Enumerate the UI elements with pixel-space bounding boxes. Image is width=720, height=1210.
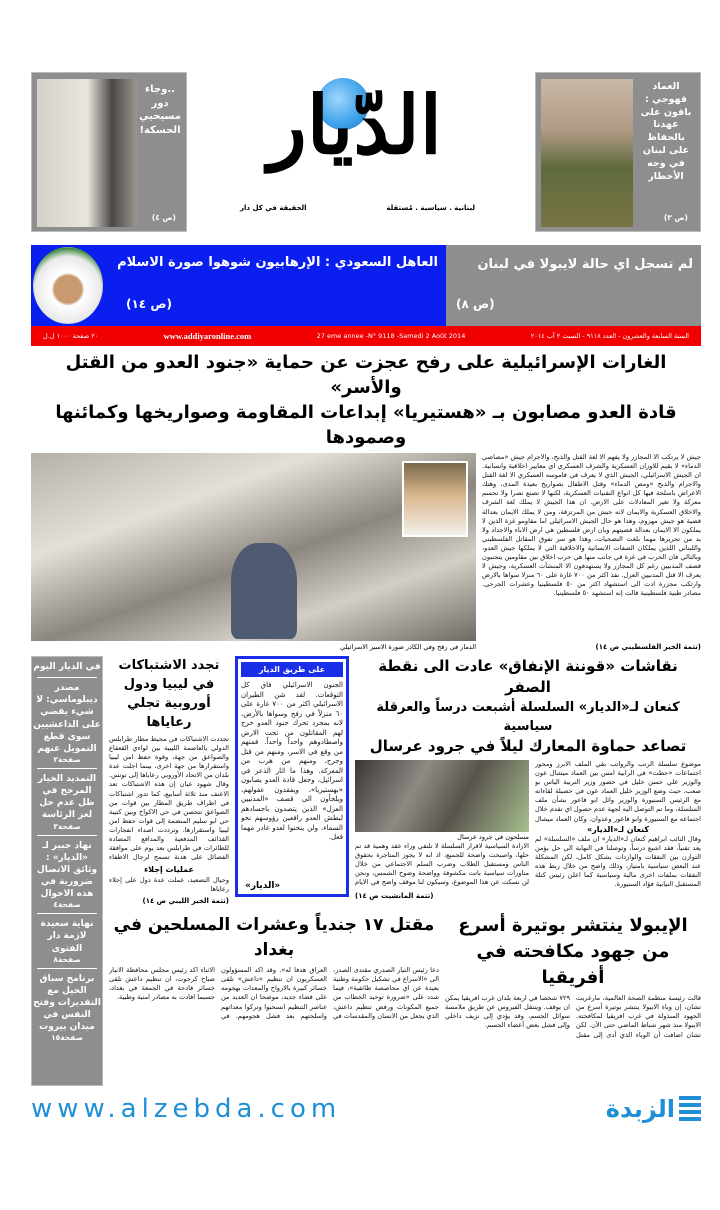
teaser-left-page: (ص ٤) bbox=[151, 213, 176, 222]
saudi-king-photo bbox=[33, 247, 103, 324]
ebola-headline[interactable]: الإيبولا ينتشر بوتيرة أسرع من جهود مكافحته في أفريقيا bbox=[458, 915, 688, 989]
arsal-photo-caption: مسلحون في جرود عرسال bbox=[457, 833, 529, 841]
teaser-left-text: ..وجاء دور مسيحيي الحسكة! bbox=[139, 84, 181, 136]
teaser-right-box[interactable] bbox=[535, 72, 701, 232]
nakashat-article bbox=[355, 656, 701, 900]
masthead-logo bbox=[200, 70, 510, 190]
logo-text: الدّيار bbox=[268, 78, 442, 172]
banner-blue[interactable] bbox=[31, 245, 446, 326]
banner-grey-page: (ص ٨) bbox=[456, 297, 495, 311]
baghdad-article bbox=[109, 913, 439, 1086]
sidebar-today bbox=[31, 656, 103, 1086]
middle-section bbox=[109, 656, 701, 905]
lead-headline-2[interactable]: قادة العدو مصابون بـ «هستيريا» إبداعات المقاومة وصواريخها وكمائنها وصمودها bbox=[55, 402, 677, 448]
lead-continued[interactable]: (تتمة الخبر الفلسطيني ص ١٤) bbox=[595, 643, 701, 651]
column-box-title: على طريق الديار bbox=[241, 662, 343, 677]
nakashat-columns bbox=[355, 760, 701, 890]
info-bar bbox=[31, 326, 701, 346]
nakashat-right-column bbox=[535, 760, 701, 890]
teaser-left-box[interactable] bbox=[31, 72, 187, 232]
ebola-article bbox=[445, 913, 701, 1084]
bottom-section bbox=[109, 913, 701, 1086]
nakashat-headline-2[interactable]: كنعان لـ«الديار» السلسلة أشبعت درساً والعرقلة سياسية bbox=[376, 700, 680, 734]
sidebar-item[interactable]: مصدر ديبلوماسي: لا شيء يقضي على الداعشيين سوى قطع التمويل عنهم صفحة٢ bbox=[33, 683, 101, 764]
libya-subhead: عمليات إجلاء bbox=[144, 865, 194, 874]
menu-lines-icon bbox=[679, 1096, 701, 1122]
nakashat-body-3: الارادة السياسية لاقرار السلسلة لا تلتقي وراء عقد وهمية قد تم حلها، واصبحت واضحة للجميع، اذ انه لا يجوز المتاجرة بحقوق الناس ومستقبل الطلاب وضرب السلم الاجتماعي من خلال مناورات سياسية باتت مكشوفة وواضحة وضوح الشمس، ونحن لن نسكت عن هذا الموضوع، وسيكون لنا موقف واضح في الايام bbox=[355, 842, 529, 887]
column-box bbox=[235, 656, 349, 897]
footer bbox=[31, 1094, 701, 1124]
baghdad-body: دعا رئيس التيار الصدري مقتدى الصدر، الى «الاسراع في تشكيل حكومة وطنية بعيدة عن اي محاصصة طائفية»، فيما شدد على «ضرورة توحيد الخطاب من جميع المكونات ورفض تنظيم داعش، الذي يجعل من الانسان والمقدسات في العراق هدفا له». وقد اكد المسؤولون العسكريون ان تنظيم «داعش» تلقى خسائر كبيرة بالارواح والمعدات بهجومه على قضاء جديد، موضحا ان العديد من عناصر التنظيم انسحبوا وتركوا معداتهم واسلحتهم بعد فشل هجومهم. في الاثناء اكد رئيس مجلس محافظة الانبار صباح كرحوت، ان تنظيم داعش تلقى خسائر فادحة في الجمعة في بغداد، حسبما افادت به مصادر امنية وطبية. bbox=[109, 966, 439, 1020]
lead-caption-row bbox=[31, 643, 701, 651]
israeli-prisoner-inset-photo bbox=[402, 461, 468, 537]
nakashat-subhead: كنعان لـ«الديار» bbox=[586, 825, 650, 834]
nakashat-body-2: وقال النائب ابراهيم كنعان لـ«الديار» ان ملف «السلسلة» لم يعد تقنياً، فقد اشبع درساً، وتوصلنا في النهاية الى حل يؤمن التوازن بين النفقات والواردات بشكل كامل، لكن المشكلة عند البعض سياسية بامتياز، وذلك واضح من خلال ربط هذه النفقات بملفات اخرى مالية وسياسية كما اعلن رئيس كتلة المستقبل النيابية فؤاد السنيورة. bbox=[535, 835, 701, 889]
ebola-body: قالت رئيسة منظمة الصحة العالمية، مارغريت تشان، إن وباء الايبولا ينتشر بوتيرة أسرع من الجهود المبذولة في غرب افريقيا لمكافحته. الايبولا منذ شهر شباط الماضي حتى الآن. لكن تشان اضافت أن الوباء الذي أدى إلى مقتل ٧٢٩ شخصا في اربعة بلدان غرب افريقيا يمكن ان يوقف. وينتقل الفيروس عن طريق ملامسة سوائل الجسم، وقد يؤدي إلى نزيف داخلي وإلى فشل بعض أعضاء الجسم. bbox=[445, 994, 701, 1039]
tagline-right: الحقيقة في كل دار bbox=[240, 204, 307, 212]
teaser-right-page: (ص ٣) bbox=[663, 213, 688, 222]
lower-main bbox=[109, 656, 701, 1086]
price: ٢٠ صفحة ١٠٠٠ ل.ل bbox=[43, 332, 99, 340]
website-link[interactable]: www.addiyaronline.com bbox=[163, 331, 252, 341]
banner-grey-headline: لم تسجل اي حالة لايبولا في لبنان bbox=[477, 257, 693, 272]
alzebda-logo bbox=[606, 1095, 701, 1123]
nakashat-headline-1[interactable]: نقاشات «قوننة الإنفاق» عادت الى نقطة الصفر bbox=[378, 657, 678, 696]
lead-photo-caption: الدمار في رفح وفي الكادر صورة الاسير الاسرائيلي bbox=[340, 643, 476, 651]
banner-blue-page: (ص ١٤) bbox=[126, 297, 172, 311]
nakashat-body: موضوع سلسلة الرتب والرواتب بقي الملف الابرز ومحور اجتماعات «حطت» في الرابية امس بين العماد ميشال عون والوزير علي حسن خليل في حضور وزير التربية الياس بو صعب، حيث وضع الوزير خليل العماد عون في حصيلة لقاءاته مع الرئيس السنيورة والوزير وائل ابو فاعور بشأن ملف السلسلة، وما تم التوصل اليه لجهة عدم حصول اي تقدم خلال اجتماعه مع السنيورة وابو فاعور وعدوان. وكان العماد ميشال bbox=[535, 760, 701, 823]
boy-figure bbox=[231, 543, 297, 639]
nakashat-left-column bbox=[355, 760, 529, 888]
sidebar-item[interactable]: برنامج سباق الخيل مع التقديرات وفتح النفس في ميدان بيروت صفحة١٥ bbox=[33, 973, 101, 1043]
lower-area bbox=[31, 656, 701, 1086]
banner-blue-headline: العاهل السعودي : الإرهابيون شوهوا صورة الاسلام bbox=[117, 255, 438, 270]
sidebar-title: في الديار اليوم bbox=[33, 662, 101, 672]
army-commander-photo bbox=[541, 79, 633, 227]
tagline-left: لبنانية . سياسية . مُستقلة bbox=[386, 204, 475, 212]
sidebar-item[interactable]: التمديد الخيار المرجح في ظل عدم حل لغز الرئاسة صفحة٣ bbox=[37, 773, 97, 831]
libya-article bbox=[109, 656, 229, 905]
libya-headline[interactable]: تجدد الاشتباكات في ليبيا ودول أوروبية تجلي رعاياها bbox=[118, 658, 220, 730]
nakashat-headline-3[interactable]: تصاعد حماوة المعارك ليلاً في جرود عرسال bbox=[369, 737, 687, 755]
nakashat-continued[interactable]: (تتمة المانشيت ص ١٤) bbox=[355, 892, 434, 900]
alzebda-website[interactable]: www.alzebda.com bbox=[31, 1094, 342, 1125]
teaser-right-text: العماد قهوجي : باقون على عهدنا بالحفاظ على لبنان في وجه الأخطار bbox=[640, 81, 692, 182]
issue-arabic: السنة السابعة والعشرون - العدد ٩١١٨ - السبت ٢ آب ٢٠١٤ bbox=[530, 332, 689, 340]
rafah-destruction-photo bbox=[31, 453, 476, 641]
masthead-tagline bbox=[240, 204, 475, 212]
issue-french: 27 eme annee -N° 9118 -Samedi 2 Août 2014 bbox=[316, 332, 466, 340]
column-box-body: الجنون الاسرائيلي فاق كل التوقعات. لقد شن الطيران الاسرائيلي اكثر من ٧٠٠ غارة على ٦٠ منزلاً في رفح وسواها بالأرض، لانه بمجرد تحرك جنود العدو خرج لهم المقاتلون من تحت الارض واصطادوهم واحداً واحداً. فمنهم من وقع في الاسر، ومنهم من قتل وجرح، ومنهم من هرب من المعركة. وهذا ما اثار الذعر في اسرائيل، وجعل قادة العدو يصابون «بهستيريا»، ويفقدون عقولهم، ويلجأون الى قصف «المدنيين العزل» الذين يتصدون باجسادهم لبطش العدو رافعين رؤوسهم نحو السماء، ولن ينحنوا لعدو غادر مهما فعل. bbox=[241, 681, 343, 842]
column-box-signature: «الديار» bbox=[245, 881, 281, 891]
banner-grey[interactable] bbox=[446, 245, 701, 326]
lead-body: جيش لا يرتكب الا المجازر ولا يفهم الا لغة القتل والذبح، والاجرام جيش «مصاصي الدماء» لا يقيم للاوزان العسكرية والشرف العسكري اي معايير اخلاقية وانسانية. ان الجيش الاسرائيلي، الجيش الذي لا يعرف في قاموسه العسكري الا لغة القتل والاجرام والذبح «ومص الدماء» وقتل الاطفال بصواريخ بعيدة المدى، وهتك الاعراض باسلحة فيها كل انواع التقنيات العسكرية، لكنها لا تصنع نصرا ولا تحسم معركة ولا تغير المعادلات على الارض. ان هذا الجيش لا يملك لغة الشرف والاخلاق العسكرية والايمان لانه جيش من المرتزقة، ومن لا يملك الايمان بعدالة قضية هو جيش مهزوم، وهذا هو حال الجيش الاسرائيلي اما مقاومو غزة الذين لا يملكون الا الايمان بعدالة قضيتهم وبان ارض فلسطين هي ارض الاباء والاجداد ولا بد من تحريرها مهما بلغت التضحيات، وهذا هو سر تفوق المقاتل الفلسطيني واللبناني اللذين يملكان الصفات الانسانية والاخلاقية التي لا يملكها جيش العدو، وبالتالي فان الحرب في غزة في جانب منها هي حرب اخلاق بين مقاومين يتجنبون قصف المدنيين رغم كل المجازر ولا يستهدفون الا المنشآت العسكرية، وجيش لا يعرف الا قتل المدنيين العزل. نفذ اكثر من ٧٠٠ غارة على ٦٠ منزلا سواها بالارض وارتكب مجزرة ادت الى استشهاد اكثر من ٥٠ فلسطينيا وعشرات الجرحى. مصادر طبية فلسطينية قالت إنه استشهد ٥٠ فلسطينيا. bbox=[482, 453, 701, 598]
libya-continued[interactable]: (تتمة الخبر الليبي ص ١٤) bbox=[142, 897, 229, 906]
lead-text-column bbox=[482, 453, 701, 641]
alzebda-logo-text: الزبدة bbox=[605, 1095, 675, 1124]
lead-row bbox=[31, 453, 701, 641]
sidebar-item[interactable]: نهاد جبير لـ «الديار» : وثائق الاتصال ضرورية في هذه الاحوال صفحة٤ bbox=[36, 840, 98, 910]
page-body bbox=[31, 350, 701, 1124]
arsal-militants-photo bbox=[355, 760, 529, 832]
libya-body: تجددت الاشتباكات في محيط مطار طرابلس الدولي بالعاصمة الليبية بين لواءي القعقاع والصواعق من جهة، وقوة حفظ امن ليبيا واستقرارها من جهة اخرى، بينما اجلت عدة بلدان من الاتحاد الأوروبي رعاياها إلى تونس. وقال شهود عيان إن هذه الاشتباكات تعد الاعنف منذ ثلاثة أسابيع، كما تدور اشتباكات في اطراف طريق المطار بين قوات من الصواعق تتحصن في حي الاكواخ وبين كتيبة حي ابو سليم المنضمة إلى قوات حفظ امن ليبيا واستقرارها. وترددت اصداء انفجارات القذائف المدفعية والمدافع المضادة للطائرات في طرابلس بعد يوم على موافقة الفصائل على هدنة تسمح لرجال الاطفاء bbox=[109, 735, 229, 862]
lead-headline-1[interactable]: الغارات الإسرائيلية على رفح عجزت عن حماية «جنود العدو من القتل والأسر» bbox=[65, 352, 667, 398]
libya-body-2: وحيال التصعيد، عملت عدة دول على إجلاء رعاياها bbox=[109, 876, 229, 894]
baghdad-headline[interactable]: مقتل ١٧ جندياً وعشرات المسلحين في بغداد bbox=[113, 915, 435, 961]
sidebar-item[interactable]: نهاية سعيدة لازمة دار الفتوى صفحة٨ bbox=[40, 919, 94, 964]
church-photo bbox=[37, 79, 137, 227]
